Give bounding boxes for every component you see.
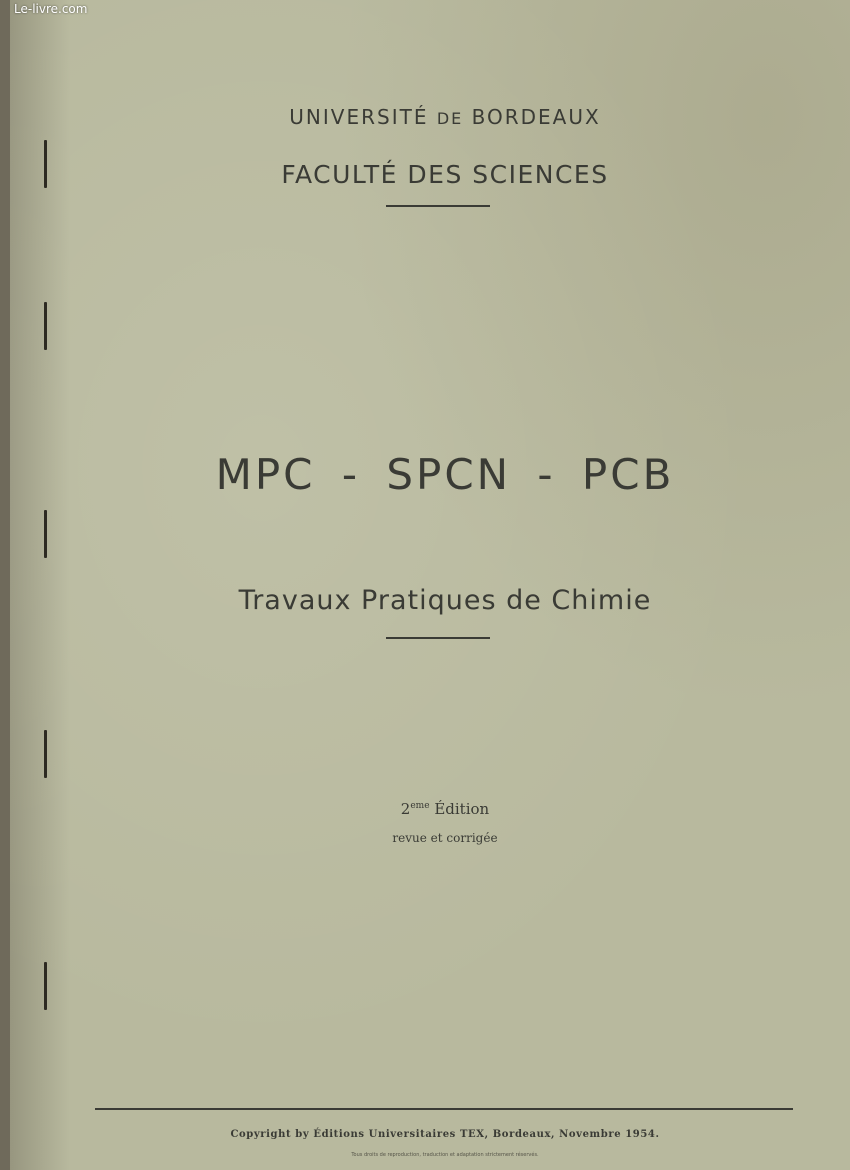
university-prefix: UNIVERSITÉ xyxy=(289,105,429,129)
subtitle: Travaux Pratiques de Chimie xyxy=(238,585,652,616)
staple-mark xyxy=(44,302,47,350)
subtitle-divider xyxy=(386,637,490,639)
edition-line xyxy=(10,800,850,818)
watermark-text: Le-livre.com xyxy=(14,2,88,16)
edition-note: revue et corrigée xyxy=(392,831,498,845)
edition-number: 2 xyxy=(400,800,411,818)
staple-mark xyxy=(44,510,47,558)
edition-label: Édition xyxy=(434,800,490,818)
university-city: BORDEAUX xyxy=(471,105,601,129)
staple-mark xyxy=(44,730,47,778)
edition-suffix: eme xyxy=(410,801,430,811)
faculty-name: FACULTÉ DES SCIENCES xyxy=(281,160,609,189)
staple-mark xyxy=(44,962,47,1010)
header-divider xyxy=(386,205,490,207)
book-cover xyxy=(10,0,850,1170)
university-de: DE xyxy=(436,109,464,128)
main-title: MPC - SPCN - PCB xyxy=(215,450,675,499)
university-name xyxy=(10,105,850,129)
rights-line: Tous droits de reproduction, traduction et adaptation strictement réservés. xyxy=(351,1152,539,1158)
copyright-line: Copyright by Éditions Universitaires TEX, Bordeaux, Novembre 1954. xyxy=(230,1129,660,1140)
footer-divider xyxy=(95,1108,793,1110)
